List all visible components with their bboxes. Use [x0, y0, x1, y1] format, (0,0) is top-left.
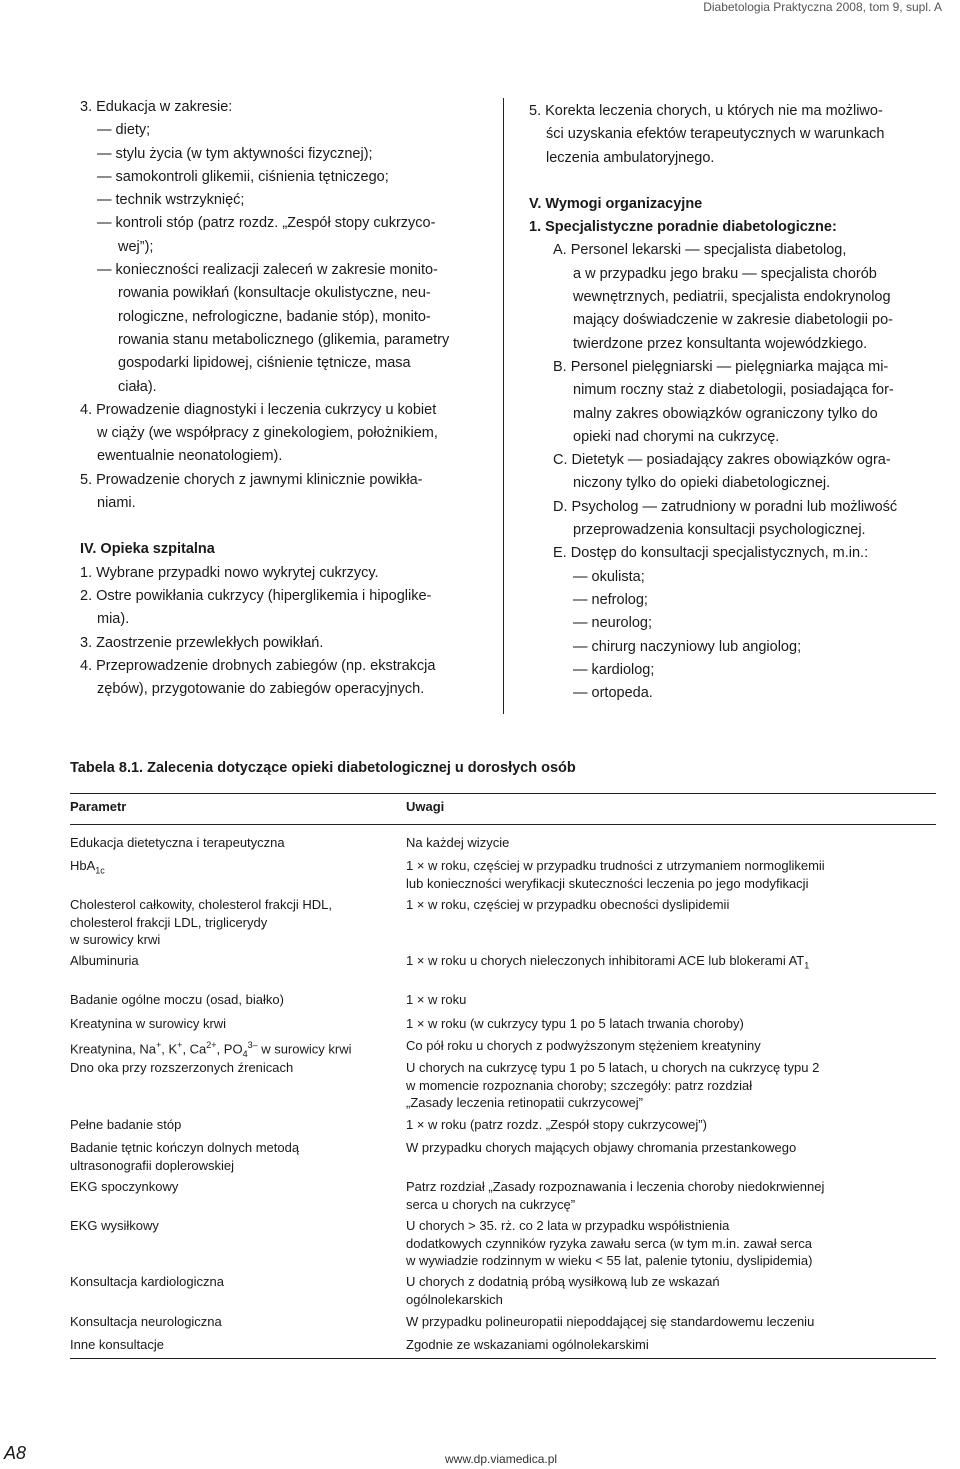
- table-cell-line: Inne konsultacje: [70, 1337, 164, 1352]
- table-cell-line: 1 × w roku u chorych nieleczonych inhibitorami ACE lub blokerami $AT_1$: [406, 953, 810, 971]
- left-column-line: rologiczne, nefrologiczne, badanie stóp), monito-: [118, 308, 431, 325]
- left-column-line: zębów), przygotowanie do zabiegów operacyjnych.: [97, 681, 425, 698]
- right-column-line: [529, 170, 937, 193]
- left-column-line: — samokontroli glikemii, ciśnienia tętniczego;: [97, 168, 389, 185]
- table-header-uwagi: Uwagi: [406, 799, 445, 814]
- table-cell-parametr: [70, 1059, 293, 1077]
- right-column-line: B. Personel pielęgniarski — pielęgniarka mająca mi-: [553, 358, 889, 375]
- left-column-line: ciała).: [118, 378, 157, 395]
- right-column-line: ści uzyskania efektów terapeutycznych w warunkach: [546, 126, 885, 143]
- table-cell-parametr: [70, 1139, 299, 1174]
- right-column-line: niczony tylko do opieki diabetologicznej.: [573, 475, 831, 492]
- left-column-line: niami.: [97, 495, 136, 512]
- right-column-line: wewnętrznych, pediatrii, specjalista endokrynolog: [573, 289, 891, 306]
- table-cell-uwagi: [406, 1336, 649, 1354]
- right-column-line: 5. Korekta leczenia chorych, u których nie ma możliwo-: [529, 103, 883, 119]
- table-cell-line: Patrz rozdział „Zasady rozpoznawania i leczenia choroby niedokrwiennej: [406, 1179, 825, 1194]
- table-cell-uwagi: [406, 1178, 824, 1213]
- table-header-rule: [70, 824, 936, 825]
- table-cell-line: EKG wysiłkowy: [70, 1218, 159, 1233]
- left-column-line: 5. Prowadzenie chorych z jawnymi klinicznie powikła-: [80, 471, 423, 488]
- table-cell-line: HbA$_{1c}$: [70, 858, 105, 876]
- left-column-line: ewentualnie neonatologiem).: [97, 448, 283, 465]
- table-cell-uwagi: [406, 1116, 707, 1134]
- table-cell-line: EKG spoczynkowy: [70, 1179, 179, 1194]
- left-column-line: rowania powikłań (konsultacje okulistyczne, neu-: [118, 285, 431, 302]
- right-column-line: malny zakres obowiązków ograniczony tylko do: [573, 405, 878, 422]
- right-column-line: nimum roczny staż z diabetologii, posiadająca for-: [573, 382, 894, 399]
- table-cell-line: U chorych na cukrzycę typu 1 po 5 latach, u chorych na cukrzycę typu 2: [406, 1060, 820, 1075]
- table-cell-line: Dno oka przy rozszerzonych źrenicach: [70, 1060, 294, 1075]
- table-cell-uwagi: [406, 1139, 796, 1157]
- table-cell-line: ogólnolekarskich: [406, 1291, 503, 1307]
- table-cell-line: 1 × w roku, częściej w przypadku trudności z utrzymaniem normoglikemii: [406, 858, 825, 873]
- table-cell-line: Albuminuria: [70, 953, 139, 968]
- table-cell-parametr: [70, 1178, 178, 1196]
- left-column: [80, 96, 482, 701]
- table-cell-line: w momencie rozpoznania choroby; szczegóły: patrz rozdział: [406, 1077, 753, 1093]
- table-cell-line: Badanie ogólne moczu (osad, białko): [70, 992, 284, 1007]
- table-cell-line: U chorych z dodatnią próbą wysiłkową lub ze wskazań: [406, 1274, 720, 1289]
- left-column-line: IV. Opieka szpitalna: [80, 541, 215, 558]
- right-column-line: — kardiolog;: [573, 661, 655, 678]
- table-cell-parametr: [70, 1015, 226, 1033]
- left-column-line: — stylu życia (w tym aktywności fizycznej);: [97, 145, 373, 162]
- page-number: A8: [4, 1443, 27, 1463]
- table-cell-line: 1 × w roku: [406, 992, 467, 1007]
- table-cell-parametr: [70, 896, 332, 949]
- table-cell-parametr: [70, 834, 285, 852]
- table-cell-line: Badanie tętnic kończyn dolnych metodą: [70, 1140, 300, 1155]
- table-cell-line: Cholesterol całkowity, cholesterol frakcji HDL,: [70, 897, 333, 912]
- right-column-line: twierdzone przez konsultanta wojewódzkiego.: [573, 335, 868, 352]
- right-column-line: — neurolog;: [573, 615, 652, 632]
- left-column-line: [80, 515, 482, 538]
- left-column-line: — konieczności realizacji zaleceń w zakresie monito-: [97, 262, 438, 279]
- right-column-line: — okulista;: [573, 568, 645, 585]
- left-column-line: rowania stanu metabolicznego (glikemia, parametry: [118, 331, 450, 348]
- left-column-line: — diety;: [97, 122, 151, 139]
- left-column-line: gospodarki lipidowej, ciśnienie tętnicze, masa: [118, 355, 411, 372]
- table-cell-line: dodatkowych czynników ryzyka zawału serca (w tym m.in. zawał serca: [406, 1235, 813, 1251]
- table-cell-line: w wywiadzie rodzinnym w wieku < 55 lat, palenie tytoniu, dyslipidemia): [406, 1253, 813, 1268]
- column-divider: [503, 98, 504, 714]
- table-cell-line: „Zasady leczenia retinopatii cukrzycowej”: [406, 1095, 643, 1110]
- table-cell-uwagi: [406, 952, 809, 975]
- table-cell-line: 1 × w roku (patrz rozdz. „Zespół stopy cukrzycowej”): [406, 1117, 707, 1132]
- table-cell-parametr: [70, 1313, 222, 1331]
- left-column-line: — kontroli stóp (patrz rozdz. „Zespół stopy cukrzyco-: [97, 215, 436, 232]
- table-cell-line: W przypadku polineuropatii niepoddającej się standardowemu leczeniu: [406, 1314, 815, 1329]
- right-column-line: V. Wymogi organizacyjne: [529, 195, 703, 212]
- table-header-parametr: Parametr: [70, 799, 127, 814]
- table-cell-line: Konsultacja kardiologiczna: [70, 1274, 224, 1289]
- table-cell-uwagi: [406, 1037, 761, 1055]
- table-cell-uwagi: [406, 1059, 819, 1112]
- table-cell-uwagi: [406, 1273, 720, 1308]
- right-column-line: A. Personel lekarski — specjalista diabetolog,: [553, 242, 847, 259]
- right-column-line: — chirurg naczyniowy lub angiolog;: [573, 638, 802, 655]
- table-cell-line: Konsultacja neurologiczna: [70, 1314, 222, 1329]
- table-cell-line: U chorych > 35. rż. co 2 lata w przypadku współistnienia: [406, 1218, 730, 1233]
- right-column-line: przeprowadzenia konsultacji psychologicznej.: [573, 522, 866, 539]
- table-cell-line: Kreatynina w surowicy krwi: [70, 1016, 227, 1031]
- table-top-rule: [70, 793, 936, 794]
- left-column-line: 4. Prowadzenie diagnostyki i leczenia cukrzycy u kobiet: [80, 401, 437, 418]
- right-column-line: — ortopeda.: [573, 685, 653, 702]
- left-column-line: 2. Ostre powikłania cukrzycy (hiperglikemia i hipoglike-: [80, 587, 432, 604]
- table-cell-line: cholesterol frakcji LDL, triglicerydy: [70, 914, 268, 930]
- left-column-line: 4. Przeprowadzenie drobnych zabiegów (np. ekstrakcja: [80, 657, 436, 674]
- journal-header: Diabetologia Praktyczna 2008, tom 9, supl. A: [703, 0, 942, 14]
- right-column: [529, 100, 937, 705]
- table-cell-line: lub konieczności weryfikacji skuteczności leczenia po jego modyfikacji: [406, 875, 809, 891]
- table-cell-parametr: [70, 1217, 159, 1235]
- table-cell-line: 1 × w roku, częściej w przypadku obecności dyslipidemii: [406, 897, 730, 912]
- table-title: Tabela 8.1. Zalecenia dotyczące opieki diabetologicznej u dorosłych osób: [70, 760, 576, 776]
- table-cell-line: Pełne badanie stóp: [70, 1117, 182, 1132]
- left-column-line: w ciąży (we współpracy z ginekologiem, położnikiem,: [97, 425, 438, 442]
- right-column-line: — nefrolog;: [573, 591, 648, 608]
- table-cell-line: Edukacja dietetyczna i terapeutyczna: [70, 835, 285, 850]
- left-column-line: 1. Wybrane przypadki nowo wykrytej cukrzycy.: [80, 564, 379, 581]
- right-column-line: mający doświadczenie w zakresie diabetologii po-: [573, 312, 893, 329]
- table-cell-line: w surowicy krwi: [70, 932, 161, 947]
- right-column-line: D. Psycholog — zatrudniony w poradni lub możliwość: [553, 498, 898, 515]
- right-column-line: leczenia ambulatoryjnego.: [546, 149, 715, 166]
- footer-url: www.dp.viamedica.pl: [445, 1452, 558, 1466]
- table-cell-parametr: [70, 1273, 224, 1291]
- table-cell-uwagi: [406, 857, 825, 892]
- table-cell-line: Co pół roku u chorych z podwyższonym stężeniem kreatyniny: [406, 1038, 761, 1053]
- table-cell-parametr: [70, 952, 139, 970]
- table-cell-uwagi: [406, 1313, 814, 1331]
- table-cell-line: W przypadku chorych mających objawy chromania przestankowego: [406, 1140, 797, 1155]
- right-column-line: E. Dostęp do konsultacji specjalistycznych, m.in.:: [553, 545, 869, 562]
- left-column-line: 3. Edukacja w zakresie:: [80, 99, 233, 115]
- left-column-line: 3. Zaostrzenie przewlekłych powikłań.: [80, 634, 324, 651]
- right-column-line: opieki nad chorymi na cukrzycę.: [573, 428, 780, 445]
- table-cell-parametr: [70, 991, 284, 1009]
- right-column-line: a w przypadku jego braku — specjalista chorób: [573, 265, 877, 282]
- table-cell-uwagi: [406, 896, 729, 914]
- right-column-line: 1. Specjalistyczne poradnie diabetologiczne:: [529, 219, 837, 236]
- table-cell-line: Kreatynina, Na+, K+, $Ca^{2+}$, $PO_4^{3-}$ w surowicy krwi: [70, 1040, 352, 1059]
- table-bottom-rule: [70, 1358, 936, 1359]
- table-cell-parametr: [70, 1116, 181, 1134]
- table-cell-parametr: [70, 857, 105, 880]
- left-column-line: wej”);: [118, 238, 154, 255]
- table-cell-line: 1 × w roku (w cukrzycy typu 1 po 5 latach trwania choroby): [406, 1016, 744, 1031]
- left-column-line: mia).: [97, 611, 130, 628]
- table-cell-parametr: [70, 1336, 164, 1354]
- table-cell-uwagi: [406, 1217, 812, 1270]
- right-column-line: C. Dietetyk — posiadający zakres obowiązków ogra-: [553, 452, 891, 469]
- table-cell-line: ultrasonografii doplerowskiej: [70, 1157, 235, 1173]
- left-column-line: — technik wstrzyknięć;: [97, 192, 245, 209]
- table-cell-uwagi: [406, 991, 466, 1009]
- table-cell-line: serca u chorych na cukrzycę”: [406, 1196, 576, 1212]
- table-cell-line: Zgodnie ze wskazaniami ogólnolekarskimi: [406, 1337, 649, 1352]
- table-cell-uwagi: [406, 834, 509, 852]
- table-cell-uwagi: [406, 1015, 744, 1033]
- table-cell-line: Na każdej wizycie: [406, 835, 510, 850]
